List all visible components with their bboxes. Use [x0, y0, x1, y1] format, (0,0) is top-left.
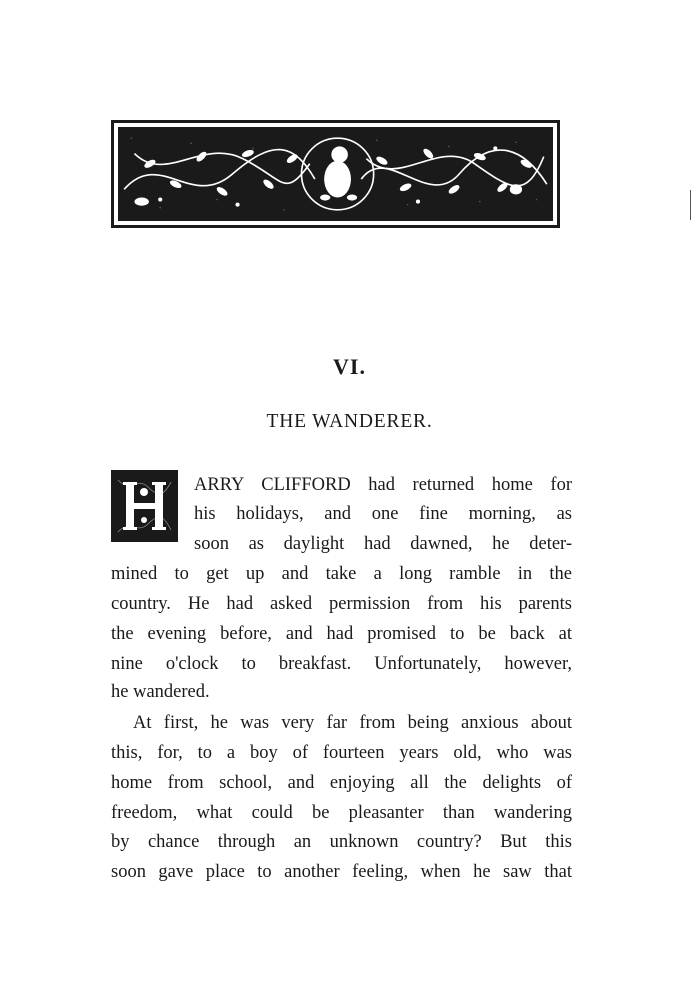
- drop-cap-initial: [111, 470, 178, 542]
- text-line: this, for, to a boy of fourteen years old, who was: [111, 743, 572, 763]
- page-edge-mark: [690, 190, 699, 220]
- text-line: the evening before, and had promised to be back at: [111, 624, 572, 644]
- text-line: freedom, what could be pleasanter than wandering: [111, 803, 572, 823]
- ornamental-h-icon: [113, 472, 176, 540]
- ornamental-banner: [111, 120, 560, 228]
- text-line: mined to get up and take a long ramble in the: [111, 564, 572, 584]
- text-line: At first, he was very far from being anxious about: [133, 713, 572, 733]
- ornamental-banner-inner: [118, 127, 553, 221]
- vine-ornament-icon: [119, 128, 552, 220]
- text-line: soon gave place to another feeling, when he saw that: [111, 862, 572, 882]
- text-line: by chance through an unknown country? But this: [111, 832, 572, 852]
- text-line: his holidays, and one fine morning, as: [194, 504, 572, 524]
- text-line: soon as daylight had dawned, he deter-: [194, 534, 572, 554]
- text-line: country. He had asked permission from his parents: [111, 594, 572, 614]
- text-line: nine o'clock to breakfast. Unfortunately, however,: [111, 654, 572, 674]
- text-line: home from school, and enjoying all the delights of: [111, 773, 572, 793]
- chapter-title: THE WANDERER.: [266, 411, 433, 432]
- chapter-number: VI.: [333, 354, 366, 379]
- text-line: he wandered.: [111, 682, 210, 702]
- text-line: ARRY CLIFFORD had returned home for: [194, 475, 572, 495]
